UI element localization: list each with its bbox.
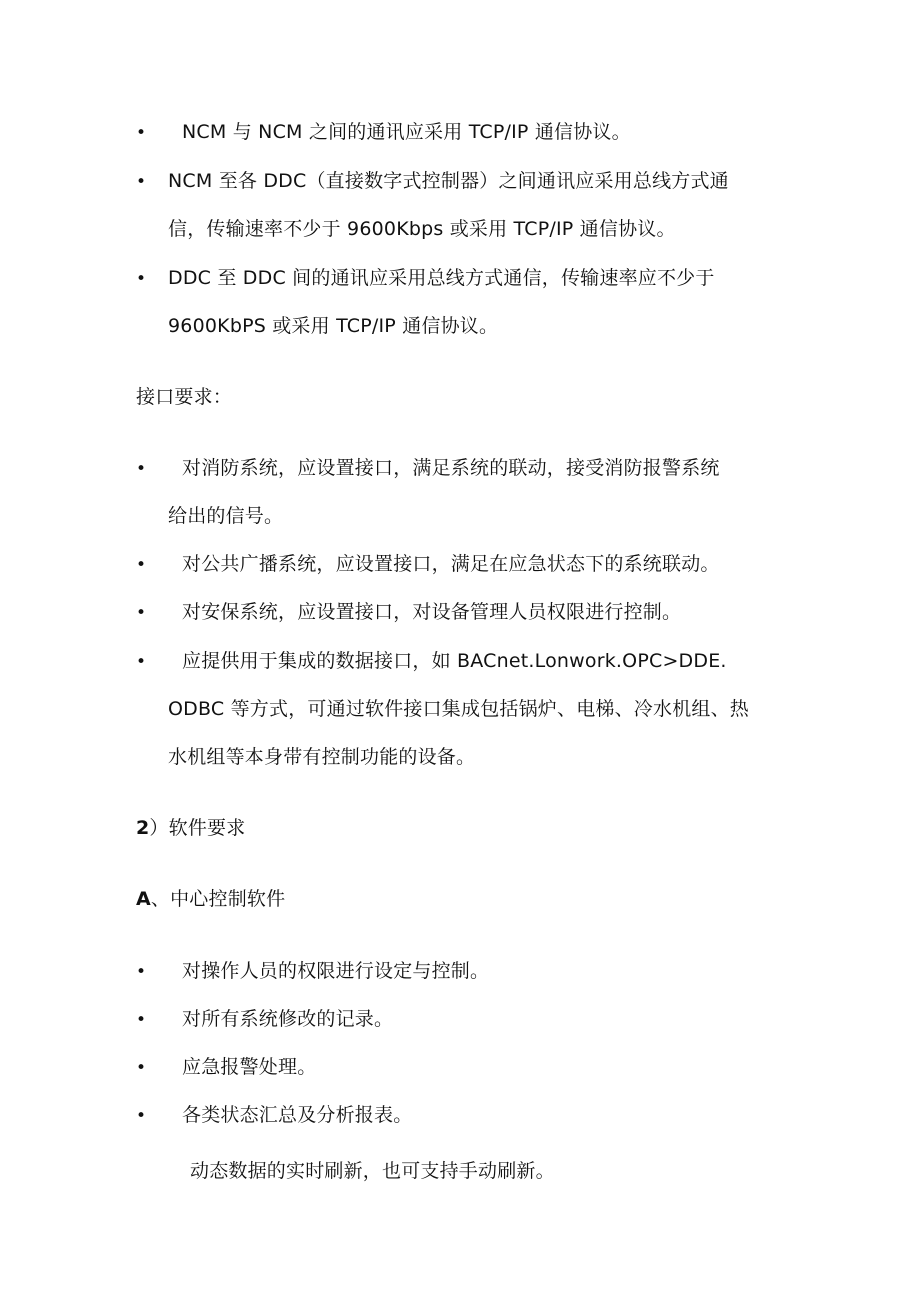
interface-item-3-line-1: 对安保系统，应设置接口，对设备管理人员权限进行控制。 [182,601,682,623]
central-item-4: 各类状态汇总及分析报表。 [182,1104,413,1126]
bullet-marker: • [136,459,147,479]
interface-item-1-line-1: 对消防系统，应设置接口，满足系统的联动，接受消防报警系统 [182,457,720,479]
bullet-marker: • [136,1106,147,1126]
interface-item-4-line-2: ODBC 等方式，可通过软件接口集成包括锅炉、电梯、冷水机组、热 [168,698,749,720]
interface-item-1-line-2: 给出的信号。 [168,505,284,527]
bullet-marker: • [136,1058,147,1078]
bullet-marker: • [136,962,147,982]
central-heading-text: 、中心控制软件 [150,888,286,910]
bullet-marker: • [136,123,147,143]
comm-item-1-line-1: NCM 与 NCM 之间的通讯应采用 TCP/IP 通信协议。 [182,121,631,143]
central-heading-letter: A [136,888,151,910]
bullet-marker: • [136,1010,147,1030]
interface-item-2-line-1: 对公共广播系统，应设置接口，满足在应急状态下的系统联动。 [182,553,720,575]
software-heading [136,816,245,840]
comm-item-3-line-2: 9600KbPS 或采用 TCP/IP 通信协议。 [168,315,499,337]
bullet-marker: • [136,603,147,623]
comm-item-2-line-2: 信，传输速率不少于 9600Kbps 或采用 TCP/IP 通信协议。 [168,218,676,240]
central-heading [136,887,285,911]
interface-heading: 接口要求： [136,386,233,408]
bullet-marker: • [136,555,147,575]
bullet-marker: • [136,172,147,192]
interface-item-4-line-3: 水机组等本身带有控制功能的设备。 [168,746,476,768]
software-heading-text: ）软件要求 [149,817,246,839]
comm-item-2-line-1: NCM 至各 DDC（直接数字式控制器）之间通讯应采用总线方式通 [168,170,729,192]
bullet-marker: • [136,269,147,289]
trailing-paragraph: 动态数据的实时刷新，也可支持手动刷新。 [190,1160,555,1182]
central-item-3: 应急报警处理。 [182,1056,317,1078]
software-heading-number: 2 [136,817,150,839]
central-item-1: 对操作人员的权限进行设定与控制。 [182,960,490,982]
interface-item-4-line-1: 应提供用于集成的数据接口，如 BACnet.Lonwork.OPC>DDE. [182,650,727,672]
bullet-marker: • [136,652,147,672]
central-item-2: 对所有系统修改的记录。 [182,1008,394,1030]
comm-item-3-line-1: DDC 至 DDC 间的通讯应采用总线方式通信，传输速率应不少于 [168,267,715,289]
